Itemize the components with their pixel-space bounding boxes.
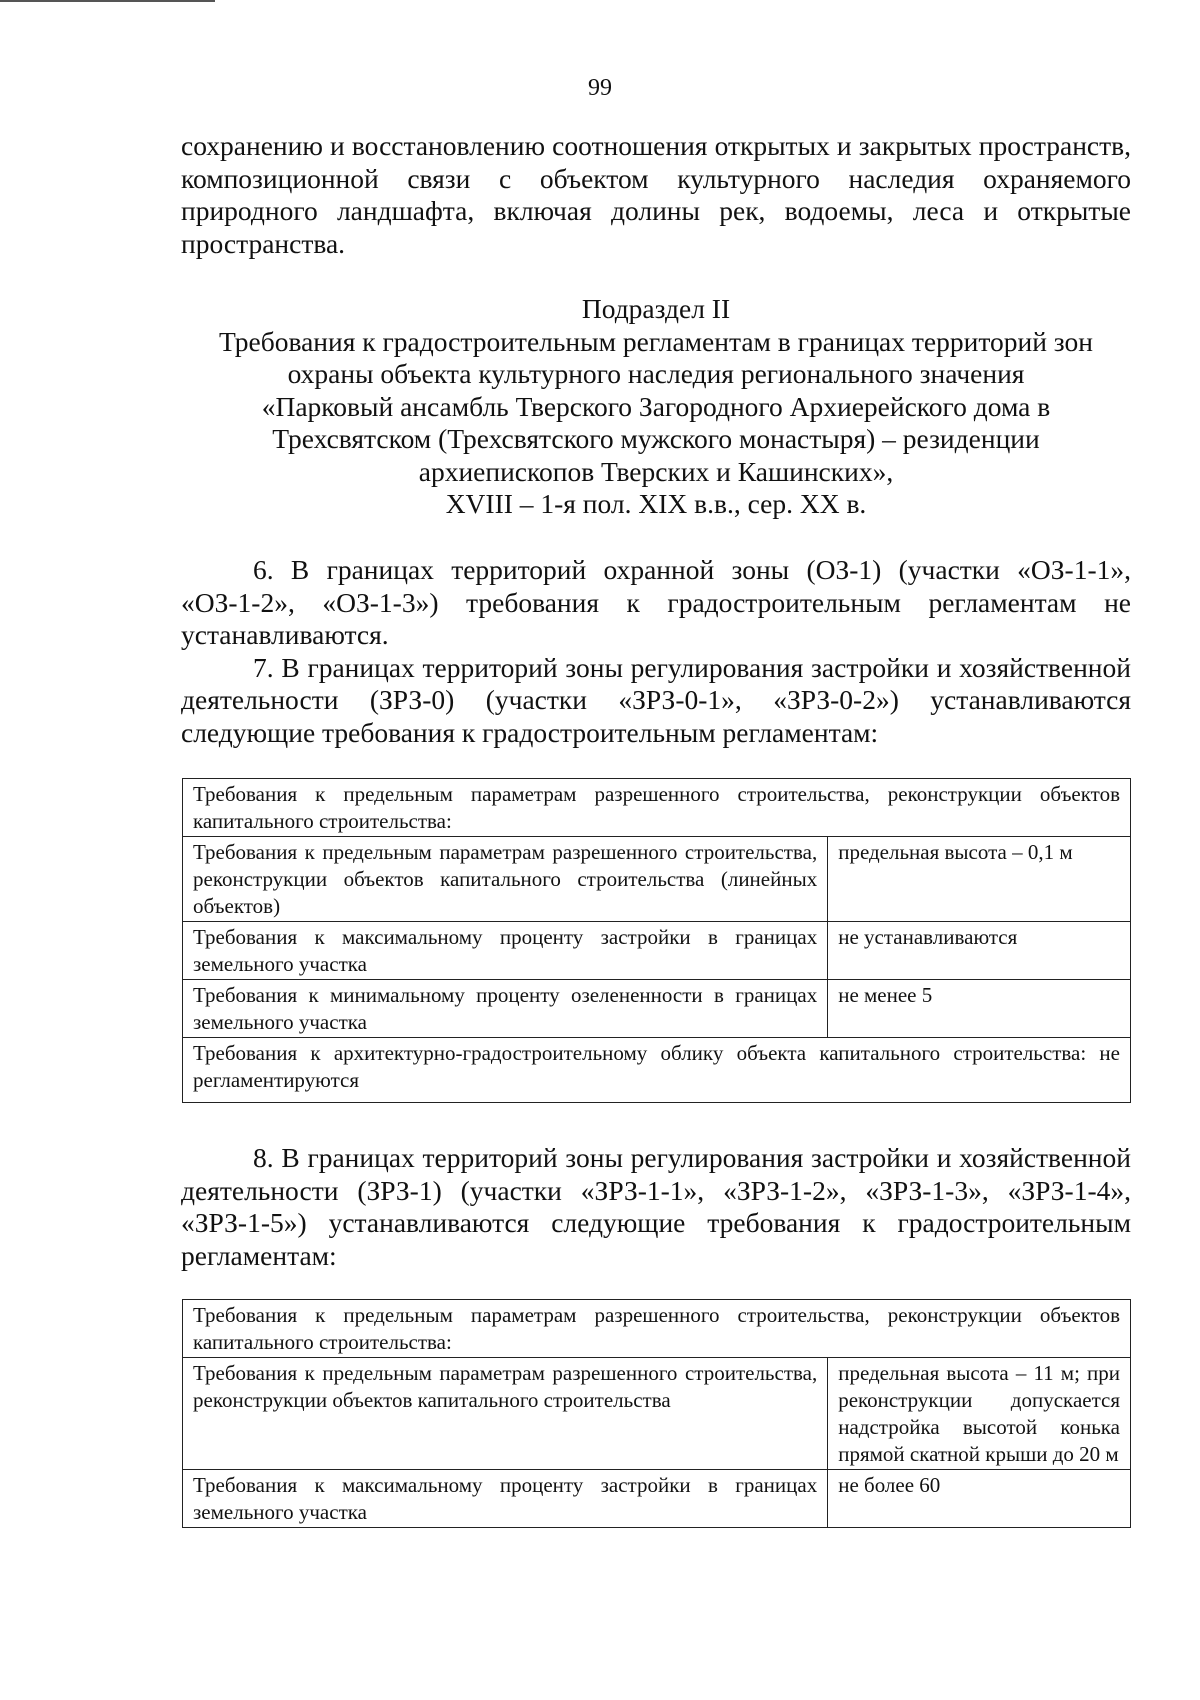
- table-value-cell: предельная высота – 0,1 м: [828, 837, 1131, 922]
- table-row: [183, 1358, 1131, 1470]
- zrz0-requirements-table: [182, 778, 1131, 1103]
- subsection-title: Подраздел II: [581, 293, 731, 324]
- table-label-cell: Требования к минимальному проценту озелененности в границах земельного участка: [183, 980, 828, 1038]
- table-value-cell: не более 60: [828, 1470, 1131, 1528]
- table-row: [183, 837, 1131, 922]
- item-8-paragraph: 8. В границах территорий зоны регулирования застройки и хозяйственной деятельности (ЗРЗ-1) (участки «ЗРЗ-1-1», «ЗРЗ-1-2», «ЗРЗ-1-3», «ЗРЗ-1-4», «ЗРЗ-1-5») устанавливаются следующие требования к градостроительным регламентам:: [181, 1142, 1131, 1271]
- table-value-cell: предельная высота – 11 м; при реконструкции допускается надстройка высотой конька прямой скатной крыши до 20 м: [828, 1358, 1131, 1470]
- page-number: 99: [588, 75, 612, 101]
- table-row: [183, 980, 1131, 1038]
- subsection-line: Требования к градостроительным регламентам в границах территорий зон: [219, 325, 1093, 357]
- intro-paragraph: [181, 130, 1131, 260]
- table-header-cell: Требования к предельным параметрам разрешенного строительства, реконструкции объектов капитального строительства:: [183, 779, 1131, 837]
- table-value-cell: не устанавливаются: [828, 922, 1131, 980]
- table-value-cell: не менее 5: [828, 980, 1131, 1038]
- subsection-line: архиепископов Тверских и Кашинских»,: [418, 455, 894, 487]
- table-label-cell: Требования к предельным параметрам разрешенного строительства, реконструкции объектов капитального строительства (линейных объектов): [183, 837, 828, 922]
- subsection-line: XVIII – 1-я пол. XIX в.в., сер. XX в.: [445, 488, 867, 519]
- table-row: [183, 1300, 1131, 1358]
- table-label-cell: Требования к предельным параметрам разрешенного строительства, реконструкции объектов капитального строительства: [183, 1358, 828, 1470]
- subsection-line: Трехсвятском (Трехсвятского мужского монастыря) – резиденции: [272, 423, 1040, 454]
- subsection-heading: [181, 293, 1131, 521]
- item-8: [181, 1142, 1131, 1272]
- items-6-7: [181, 554, 1131, 749]
- table-label-cell: Требования к максимальному проценту застройки в границах земельного участка: [183, 922, 828, 980]
- scan-edge-line: [0, 0, 215, 2]
- intro-text: сохранению и восстановлению соотношения открытых и закрытых пространств, композиционной связи с объектом культурного наследия охраняемого природного ландшафта, включая долины рек, водоемы, леса и открытые пространства.: [181, 130, 1131, 259]
- table-row: [183, 779, 1131, 837]
- table-row: [183, 922, 1131, 980]
- table-row: [183, 1038, 1131, 1103]
- table-label-cell: Требования к максимальному проценту застройки в границах земельного участка: [183, 1470, 828, 1528]
- item-7-paragraph: 7. В границах территорий зоны регулирования застройки и хозяйственной деятельности (ЗРЗ-0) (участки «ЗРЗ-0-1», «ЗРЗ-0-2») устанавливаются следующие требования к градостроительным регламентам:: [181, 651, 1131, 748]
- table-footer-cell: Требования к архитектурно-градостроительному облику объекта капитального строительства: не регламентируются: [183, 1038, 1131, 1103]
- table-header-cell: Требования к предельным параметрам разрешенного строительства, реконструкции объектов капитального строительства:: [183, 1300, 1131, 1358]
- zrz1-requirements-table: [182, 1299, 1131, 1528]
- item-6-paragraph: 6. В границах территорий охранной зоны (ОЗ-1) (участки «ОЗ-1-1», «ОЗ-1-2», «ОЗ-1-3») требования к градостроительным регламентам не устанавливаются.: [181, 554, 1131, 650]
- table-row: [183, 1470, 1131, 1528]
- subsection-line: охраны объекта культурного наследия регионального значения: [287, 358, 1025, 389]
- subsection-line: «Парковый ансамбль Тверского Загородного Архиерейского дома в: [261, 390, 1051, 422]
